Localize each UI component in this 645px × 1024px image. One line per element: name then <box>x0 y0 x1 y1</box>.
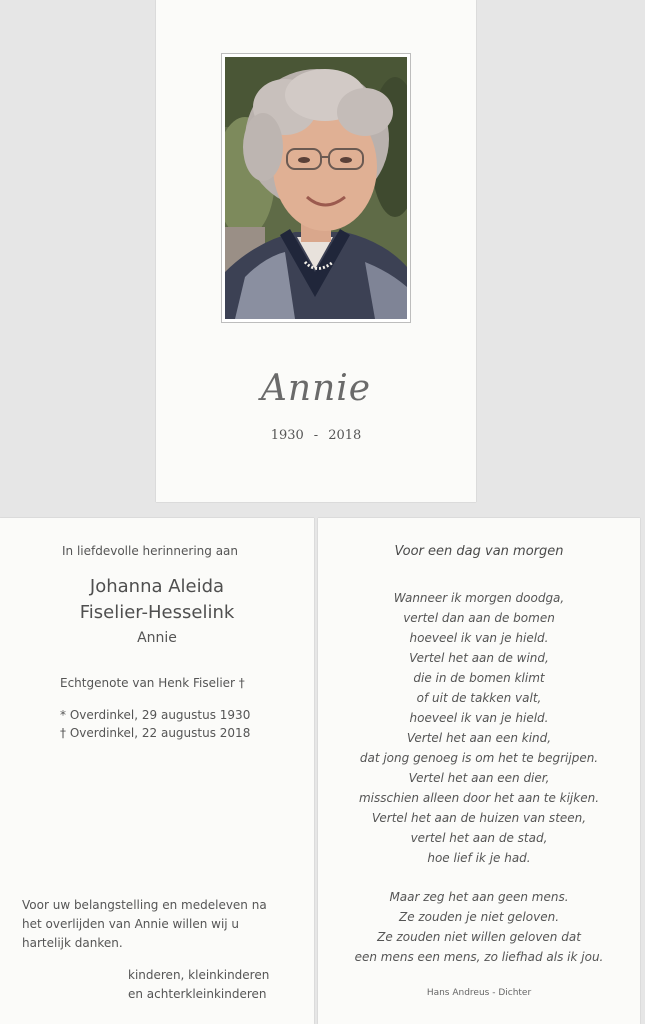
death-year: 2018 <box>328 428 362 443</box>
death-line: † Overdinkel, 22 augustus 2018 <box>60 726 251 740</box>
poem-line: misschien alleen door het aan te kijken. <box>358 791 600 805</box>
poem-line: hoe lief ik je had. <box>427 851 531 865</box>
family-name: Fiselier-Hesselink <box>79 602 235 623</box>
intro-line: In liefdevolle herinnering aan <box>62 544 239 558</box>
poet-credit: Hans Andreus - Dichter <box>426 988 532 998</box>
inner-right-page <box>318 518 640 1024</box>
portrait-frame <box>221 53 411 323</box>
life-years <box>156 428 476 443</box>
poem-line: vertel dan aan de bomen <box>403 611 555 625</box>
birth-year: 1930 <box>270 428 304 443</box>
poem-line: Wanneer ik morgen doodga, <box>393 591 565 605</box>
portrait-illustration <box>225 57 407 319</box>
thanks-line: het overlijden van Annie willen wij u <box>22 917 240 931</box>
poem-line: die in de bomen klimt <box>413 671 545 685</box>
poem-line: Vertel het aan een dier, <box>408 771 550 785</box>
poem-line: Ze zouden je niet geloven. <box>398 910 560 924</box>
thanks-line: hartelijk danken. <box>22 936 123 950</box>
thanks-line: Voor uw belangstelling en medeleven na <box>22 898 267 912</box>
front-card <box>156 0 476 502</box>
poem-line: hoeveel ik van je hield. <box>409 631 549 645</box>
poem-line: dat jong genoeg is om het te begrijpen. <box>359 751 599 765</box>
given-names: Johanna Aleida <box>89 576 225 597</box>
poem-line: Maar zeg het aan geen mens. <box>389 890 569 904</box>
birth-line: * Overdinkel, 29 augustus 1930 <box>60 708 251 722</box>
poem-line: vertel het aan de stad, <box>410 831 548 845</box>
poem-line: een mens een mens, zo liefhad als ik jou. <box>354 950 604 964</box>
poem-line: Vertel het aan een kind, <box>406 731 552 745</box>
signature-line: en achterkleinkinderen <box>128 987 267 1001</box>
spouse-line: Echtgenote van Henk Fiselier † <box>60 676 245 690</box>
poem-line: hoeveel ik van je hield. <box>409 711 549 725</box>
poem-line: Vertel het aan de huizen van steen, <box>371 811 587 825</box>
year-separator: - <box>313 428 319 443</box>
poem-line: of uit de takken valt, <box>416 691 542 705</box>
inner-left-page <box>0 518 314 1024</box>
poem-title: Voor een dag van morgen <box>394 544 564 559</box>
poem-line: Ze zouden niet willen geloven dat <box>377 930 581 944</box>
signature-line: kinderen, kleinkinderen <box>128 968 270 982</box>
portrait-photo <box>225 57 407 319</box>
front-name-script: Annie <box>260 368 372 409</box>
poem-line: Vertel het aan de wind, <box>409 651 549 665</box>
poem <box>318 588 640 967</box>
called-name: Annie <box>137 630 177 646</box>
poem-stanza-break <box>318 868 640 887</box>
